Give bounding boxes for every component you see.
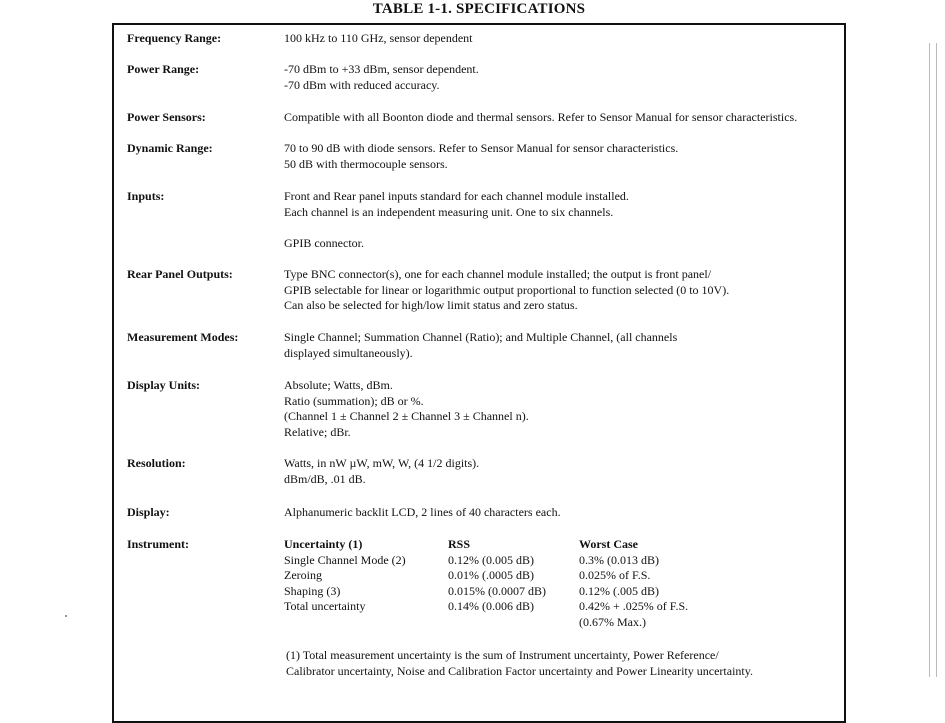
spec-value-line: GPIB connector. — [284, 235, 364, 250]
spec-value-line: Single Channel; Summation Channel (Ratio); and Multiple Channel, (all channels — [284, 330, 678, 344]
table-row — [284, 615, 739, 631]
spec-value-line: Watts, in nW µW, mW, W, (4 1/2 digits). — [284, 456, 480, 470]
spec-value — [284, 456, 479, 487]
spec-value — [284, 141, 678, 172]
spec-value — [284, 267, 729, 314]
table-row — [284, 584, 739, 600]
spec-value-line: displayed simultaneously). — [284, 345, 413, 360]
spec-value-line: Relative; dBr. — [284, 424, 351, 439]
spec-value — [284, 189, 629, 251]
footnote-line: Calibrator uncertainty, Noise and Calibration Factor uncertainty and Power Linearity uncertainty. — [286, 663, 753, 678]
spec-value-line: Each channel is an independent measuring unit. One to six channels. — [284, 204, 614, 219]
table-header-row — [284, 537, 739, 553]
page-edge-line — [929, 43, 930, 677]
column-header: Worst Case — [579, 537, 638, 551]
spec-value — [284, 378, 529, 440]
table-cell: (0.67% Max.) — [579, 614, 646, 629]
column-header: Uncertainty (1) — [284, 537, 363, 551]
spec-value-line: 100 kHz to 110 GHz, sensor dependent — [284, 31, 473, 45]
spec-value-line: (Channel 1 ± Channel 2 ± Channel 3 ± Channel n). — [284, 409, 529, 423]
table-cell: 0.14% (0.006 dB) — [448, 599, 534, 613]
spec-value — [284, 330, 677, 361]
spec-value-line: -70 dBm with reduced accuracy. — [284, 77, 440, 92]
spec-value-line: Can also be selected for high/low limit status and zero status. — [284, 298, 578, 312]
spec-value — [284, 110, 797, 126]
spec-label: Resolution: — [127, 456, 186, 470]
table-row — [284, 599, 739, 615]
spec-label: Display Units: — [127, 378, 201, 392]
table-cell: Zeroing — [284, 568, 322, 582]
table-cell: 0.42% + .025% of F.S. — [579, 599, 689, 613]
table-cell: Shaping (3) — [284, 583, 341, 598]
spec-label: Inputs: — [127, 189, 165, 203]
spec-label: Measurement Modes: — [127, 330, 239, 344]
table-cell: 0.12% (.005 dB) — [579, 583, 659, 598]
table-cell: 0.025% of F.S. — [579, 568, 651, 582]
spec-value-gap — [284, 220, 629, 236]
spec-label: Rear Panel Outputs: — [127, 267, 233, 281]
spec-value-line: dBm/dB, .01 dB. — [284, 471, 366, 486]
spec-value — [284, 505, 561, 521]
table-cell: Total uncertainty — [284, 599, 366, 613]
table-cell: 0.015% (0.0007 dB) — [448, 583, 546, 598]
table-cell: Single Channel Mode (2) — [284, 552, 406, 567]
footnote — [286, 648, 753, 679]
spec-value-line: Front and Rear panel inputs standard for each channel module installed. — [284, 189, 629, 203]
page-edge-line-2 — [936, 43, 937, 677]
spec-label: Power Range: — [127, 62, 200, 76]
table-cell: 0.01% (.0005 dB) — [448, 568, 534, 582]
spec-value-line: -70 dBm to +33 dBm, sensor dependent. — [284, 62, 479, 76]
spec-value-line: 70 to 90 dB with diode sensors. Refer to Sensor Manual for sensor characteristics. — [284, 141, 679, 155]
spec-value-line: Absolute; Watts, dBm. — [284, 378, 393, 392]
column-header: RSS — [448, 537, 471, 551]
spec-value — [284, 31, 473, 47]
spec-value-line: 50 dB with thermocouple sensors. — [284, 156, 448, 171]
scan-speck — [65, 615, 67, 617]
spec-label: Frequency Range: — [127, 31, 222, 45]
spec-value-line: Ratio (summation); dB or %. — [284, 393, 424, 408]
table-row — [284, 553, 739, 569]
spec-label: Instrument: — [127, 537, 189, 551]
spec-label: Power Sensors: — [127, 110, 206, 124]
footnote-line: (1) Total measurement uncertainty is the sum of Instrument uncertainty, Power Reference/ — [286, 648, 719, 662]
page-title: TABLE 1-1. SPECIFICATIONS — [372, 1, 586, 17]
spec-label: Dynamic Range: — [127, 141, 213, 155]
table-row — [284, 568, 739, 584]
spec-value-line: GPIB selectable for linear or logarithmic output proportional to function selected (0 to 10V). — [284, 282, 730, 297]
table-cell — [284, 615, 448, 631]
spec-value-line: Compatible with all Boonton diode and thermal sensors. Refer to Sensor Manual for sensor characteristics. — [284, 110, 798, 124]
table-cell — [448, 615, 579, 631]
spec-label: Display: — [127, 505, 170, 519]
spec-value — [284, 62, 479, 93]
table-cell: 0.3% (0.013 dB) — [579, 552, 659, 567]
spec-value-line: Alphanumeric backlit LCD, 2 lines of 40 characters each. — [284, 505, 561, 519]
instrument-uncertainty-table — [284, 537, 739, 630]
spec-value-line: Type BNC connector(s), one for each channel module installed; the output is front panel/ — [284, 267, 712, 281]
table-cell: 0.12% (0.005 dB) — [448, 552, 534, 567]
